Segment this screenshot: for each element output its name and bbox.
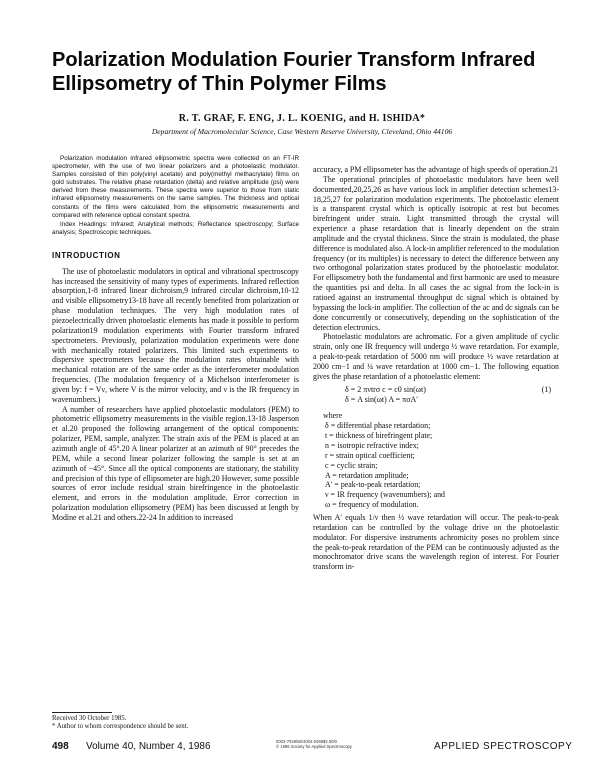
right-paragraph-2: Photoelastic modulators are achromatic. For a given amplitude of cyclic strain, only one IR frequency will undergo ½ wave retardation. For example, a peak-to-peak retardation of 5000 nm will produce ½ wave retardation at 2000 cm−1 and ¼ wave retardation at 1000 cm−1. The following equation gives the phase retardation of a photoelastic element: xyxy=(313,332,559,381)
equation-1 xyxy=(313,385,559,407)
equation-line-2: δ = A sin(ωt) A = πσA′ xyxy=(345,394,419,404)
footnote-correspondence: * Author to whom correspondence should be sent. xyxy=(52,723,189,730)
abstract xyxy=(52,155,299,220)
left-column xyxy=(52,155,299,523)
footnote-received: Received 30 October 1985. xyxy=(52,715,127,722)
index-headings: Index Headings: Infrared; Analytical methods; Reflectance spectroscopy; Surface analysis; Spectroscopic techniques. xyxy=(52,220,299,236)
article-title: Polarization Modulation Fourier Transform Infrared Ellipsometry of Thin Polymer Films xyxy=(52,49,536,95)
right-column xyxy=(313,165,559,572)
footer-copyright-code xyxy=(276,739,366,749)
footer-journal-name: APPLIED SPECTROSCOPY xyxy=(434,741,573,752)
right-paragraph-continued: accuracy, a PM ellipsometer has the advantage of high speeds of operation.21 xyxy=(313,165,559,174)
intro-paragraph-2: A number of researchers have applied photoelastic modulators (PEM) to photometric ellipsometry measurements in the visible region.13-18 Jasperson et al.20 proposed the following arrangement of the optical components: polarizer, PEM, sample, analyzer. The strain axis of the PEM is placed at an azimuth angle of 45°.20 A linear polarizer at an azimuth of 90° precedes the PEM, while a second linear polarizer following the sample is set at an azimuth of −45°. Since all the optical components are stationary, the stability and precision of this type of ellipsometer are high.20 However, some possible sources of error include residual strain birefringence in the photoelastic element, and errors in the modulation amplitude. Error correction in polarization modulation ellipsometry (PEM) has been discussed at length by Modine et al.21 and others.22-24 In addition to increased xyxy=(52,404,299,522)
definition-item: A′ = peak-to-peak retardation; xyxy=(325,480,421,490)
section-heading-introduction: INTRODUCTION xyxy=(52,250,121,260)
footer-page-number: 498 xyxy=(52,741,69,752)
author-affiliation: Department of Macromolecular Science, Case Western Reserve University, Cleveland, Ohio 44106 xyxy=(151,127,453,136)
definition-item: ν = IR frequency (wavenumbers); and xyxy=(325,490,445,500)
footer-copyright-line: © 1986 Society for Applied Spectroscopy xyxy=(276,744,352,749)
definition-item: c = cyclic strain; xyxy=(325,460,378,470)
equation-number: (1) xyxy=(541,384,551,394)
footnotes xyxy=(52,712,299,731)
definition-item: r = strain optical coefficient; xyxy=(325,450,415,460)
symbol-definitions xyxy=(325,421,559,510)
footnote-rule xyxy=(52,712,112,713)
right-paragraph-3: When A′ equals 1/ν then ½ wave retardation will occur. The peak-to-peak retardation can be controlled by the voltage drive on the photoelastic modulator. For dispersive instruments achromicity poses no problem since the peak-to-peak retardation of the PEM can be continuously adjusted as the monochromator drive scans the wavelength region of interest. For Fourier transform in- xyxy=(313,513,559,572)
footer-code-line: 0003-7028/86/4004-0498$2.00/0 xyxy=(276,739,338,744)
right-paragraph-1: The operational principles of photoelastic modulators have been well documented,20,25,26 as have various lock in amplifier detection schemes13-18,25,27 for polarization modulation experiments. The photoelastic element is a transparent crystal which is optically isotropic at rest but becomes birefringent under strain. Light transmitted through the crystal will experience a phase retardation that is linearly dependent on the strain amplitude and the crystal thickness. Since the strain is modulated, the phase difference is modulated also. A lock-in amplifier referenced to the modulation frequency (or its multiples) is necessary to detect the difference between any two orthogonal polarization states produced by the photoelastic modulator. For ellipsometry both the fundamental and first harmonic are used to measure the quantities psi and delta. In all cases the ac signal from the lock-in is ratioed against an instrumental throughput dc signal which is obtained by bypassing the lock-in amplifier. The collection of the ac and dc signals can be done concurrently or consecutively, depending on the sophistication of the detection electronics. xyxy=(313,174,559,332)
abstract-text: Polarization modulation infrared ellipsometric spectra were collected on an FT-IR spectrometer, with the use of two linear polarizers and a photoelastic modulator. Samples consisted of thin poly(vinyl acetate) and poly(methyl methacrylate) films on gold substrates. The relative phase retardation (delta) and relative amplitude (psi) were derived from these measurements. These spectra were superior to those from static infrared ellipsometry measurements on the same samples. The thickness and optical constants of the films were calculated from the ellipsometric measurements and compared with reference optical constant spectra. xyxy=(52,155,299,219)
definition-item: t = thickness of birefringent plate; xyxy=(325,431,433,441)
definition-item: n = isotropic refractive index; xyxy=(325,441,419,451)
definition-item: ω = frequency of modulation. xyxy=(325,500,419,510)
definition-item: δ = differential phase retardation; xyxy=(325,421,431,431)
intro-paragraph-1: The use of photoelastic modulators in optical and vibrational spectroscopy has increased the sensitivity of many types of experiments. Infrared reflection absorption,1-8 infrared linear dichroism,9 infrared circular dichroism,10-12 and visible ellipsometry13-18 have all recently benefited from polarization or phase modulation techniques. The very high modulation rates of piezoelectrically driven photoelastic elements has made it possible to perform polarization19 modulation experiments with Fourier transform infrared spectrometers. Previously, polarization modulation experiments were done with mechanically rotated polarizers. This limited such experiments to dispersive spectrometers because the modulation rates obtainable with mechanical rotation are of the same order as the interferometer modulation frequencies. (The modulation frequency of a Michelson interferometer is given by: f = Vν, where V is the mirror velocity, and ν is the IR frequency in wavenumbers.) xyxy=(52,266,299,404)
definition-item: A = retardation amplitude; xyxy=(325,470,409,480)
author-list: R. T. GRAF, F. ENG, J. L. KOENIG, and H. ISHIDA* xyxy=(178,113,426,124)
equation-line-1: δ = 2 πνtrσ c = c0 sin(ωt) xyxy=(345,384,426,394)
where-label: where xyxy=(323,410,343,420)
footer-volume: Volume 40, Number 4, 1986 xyxy=(86,741,211,752)
